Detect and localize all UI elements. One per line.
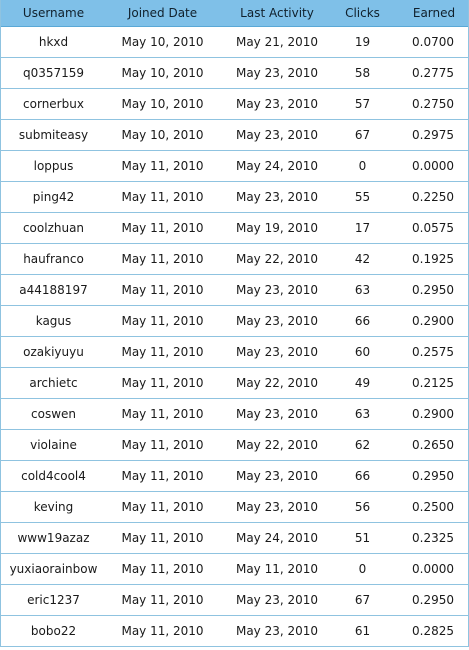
cell-joined-date: May 11, 2010 [121, 190, 204, 204]
cell-clicks: 67 [354, 128, 371, 142]
cell-joined-date: May 10, 2010 [121, 66, 204, 80]
cell-clicks: 63 [354, 407, 371, 421]
cell-joined-date: May 11, 2010 [121, 562, 204, 576]
cell-clicks: 62 [354, 438, 371, 452]
cell-username: cornerbux [23, 97, 84, 111]
cell-clicks: 0 [358, 159, 367, 173]
cell-last-activity: May 22, 2010 [235, 376, 319, 390]
cell-username: ping42 [32, 190, 75, 204]
cell-earned: 0.2650 [412, 438, 454, 452]
table-row [1, 616, 468, 647]
cell-joined-date: May 11, 2010 [121, 283, 204, 297]
cell-earned: 0.0000 [412, 562, 454, 576]
cell-joined-date: May 11, 2010 [121, 531, 204, 545]
cell-last-activity: May 23, 2010 [235, 190, 319, 204]
cell-clicks: 17 [354, 221, 371, 235]
cell-joined-date: May 11, 2010 [121, 438, 204, 452]
cell-username: violaine [30, 438, 77, 452]
cell-earned: 0.2900 [412, 314, 454, 328]
cell-earned: 0.2950 [412, 469, 454, 483]
cell-earned: 0.2325 [412, 531, 454, 545]
cell-clicks: 55 [354, 190, 371, 204]
table-row [1, 275, 468, 306]
cell-earned: 0.2775 [412, 66, 454, 80]
cell-username: cold4cool4 [21, 469, 86, 483]
cell-earned: 0.2825 [412, 624, 454, 638]
cell-last-activity: May 23, 2010 [235, 593, 319, 607]
cell-username: hkxd [38, 35, 69, 49]
cell-earned: 0.2975 [412, 128, 454, 142]
cell-last-activity: May 23, 2010 [235, 128, 319, 142]
table-row [1, 523, 468, 554]
table-row [1, 337, 468, 368]
cell-username: kagus [35, 314, 72, 328]
cell-joined-date: May 10, 2010 [121, 97, 204, 111]
cell-username: haufranco [23, 252, 84, 266]
cell-username: q0357159 [22, 66, 85, 80]
cell-clicks: 66 [354, 314, 371, 328]
cell-last-activity: May 22, 2010 [235, 252, 319, 266]
column-header-clicks[interactable]: Clicks [345, 6, 380, 20]
column-header-joined-date[interactable]: Joined Date [127, 6, 198, 20]
cell-clicks: 66 [354, 469, 371, 483]
cell-username: archietc [29, 376, 78, 390]
cell-earned: 0.2750 [412, 97, 454, 111]
cell-clicks: 56 [354, 500, 371, 514]
cell-earned: 0.2500 [412, 500, 454, 514]
cell-username: ozakiyuyu [23, 345, 84, 359]
cell-earned: 0.2575 [412, 345, 454, 359]
cell-last-activity: May 11, 2010 [235, 562, 319, 576]
table-row [1, 120, 468, 151]
cell-username: bobo22 [30, 624, 77, 638]
cell-clicks: 63 [354, 283, 371, 297]
cell-earned: 0.2950 [412, 283, 454, 297]
cell-last-activity: May 23, 2010 [235, 500, 319, 514]
cell-joined-date: May 11, 2010 [121, 624, 204, 638]
cell-earned: 0.2125 [412, 376, 454, 390]
cell-last-activity: May 23, 2010 [235, 407, 319, 421]
cell-joined-date: May 11, 2010 [121, 221, 204, 235]
cell-joined-date: May 11, 2010 [121, 376, 204, 390]
cell-last-activity: May 23, 2010 [235, 66, 319, 80]
cell-last-activity: May 23, 2010 [235, 345, 319, 359]
cell-username: yuxiaorainbow [9, 562, 98, 576]
column-header-earned[interactable]: Earned [412, 6, 456, 20]
table-row [1, 399, 468, 430]
cell-username: submiteasy [18, 128, 89, 142]
cell-last-activity: May 23, 2010 [235, 624, 319, 638]
cell-earned: 0.1925 [412, 252, 454, 266]
cell-last-activity: May 23, 2010 [235, 469, 319, 483]
table-row [1, 27, 468, 58]
cell-username: a44188197 [19, 283, 88, 297]
cell-clicks: 61 [354, 624, 371, 638]
cell-joined-date: May 11, 2010 [121, 314, 204, 328]
cell-clicks: 49 [354, 376, 371, 390]
cell-earned: 0.0575 [412, 221, 454, 235]
table-row [1, 492, 468, 523]
cell-clicks: 57 [354, 97, 371, 111]
cell-clicks: 51 [354, 531, 371, 545]
cell-clicks: 67 [354, 593, 371, 607]
cell-joined-date: May 10, 2010 [121, 35, 204, 49]
table-row [1, 244, 468, 275]
cell-clicks: 19 [354, 35, 371, 49]
table-row [1, 461, 468, 492]
cell-joined-date: May 11, 2010 [121, 500, 204, 514]
cell-last-activity: May 24, 2010 [235, 531, 319, 545]
cell-last-activity: May 19, 2010 [235, 221, 319, 235]
cell-clicks: 0 [358, 562, 367, 576]
cell-last-activity: May 23, 2010 [235, 97, 319, 111]
cell-username: coswen [31, 407, 76, 421]
table-row [1, 58, 468, 89]
cell-last-activity: May 22, 2010 [235, 438, 319, 452]
table-row [1, 430, 468, 461]
cell-last-activity: May 21, 2010 [235, 35, 319, 49]
cell-earned: 0.2250 [412, 190, 454, 204]
table-body [1, 27, 468, 647]
cell-joined-date: May 11, 2010 [121, 407, 204, 421]
table-row [1, 306, 468, 337]
column-header-last-activity[interactable]: Last Activity [240, 6, 314, 20]
cell-username: eric1237 [27, 593, 80, 607]
cell-username: keving [33, 500, 74, 514]
cell-joined-date: May 11, 2010 [121, 252, 204, 266]
cell-clicks: 42 [354, 252, 371, 266]
cell-joined-date: May 11, 2010 [121, 159, 204, 173]
cell-joined-date: May 11, 2010 [121, 593, 204, 607]
cell-joined-date: May 10, 2010 [121, 128, 204, 142]
table-row [1, 151, 468, 182]
table-row [1, 89, 468, 120]
cell-earned: 0.0700 [412, 35, 454, 49]
table-row [1, 213, 468, 244]
cell-last-activity: May 23, 2010 [235, 314, 319, 328]
cell-username: www19azaz [17, 531, 90, 545]
table-row [1, 182, 468, 213]
cell-earned: 0.2950 [412, 593, 454, 607]
cell-earned: 0.0000 [412, 159, 454, 173]
table-header-row [1, 0, 468, 27]
cell-earned: 0.2900 [412, 407, 454, 421]
cell-username: loppus [33, 159, 74, 173]
cell-last-activity: May 24, 2010 [235, 159, 319, 173]
column-header-username[interactable]: Username [22, 6, 85, 20]
cell-joined-date: May 11, 2010 [121, 469, 204, 483]
table-row [1, 368, 468, 399]
cell-clicks: 58 [354, 66, 371, 80]
cell-username: coolzhuan [22, 221, 85, 235]
table-row [1, 554, 468, 585]
cell-clicks: 60 [354, 345, 371, 359]
cell-joined-date: May 11, 2010 [121, 345, 204, 359]
table-row [1, 585, 468, 616]
cell-last-activity: May 23, 2010 [235, 283, 319, 297]
